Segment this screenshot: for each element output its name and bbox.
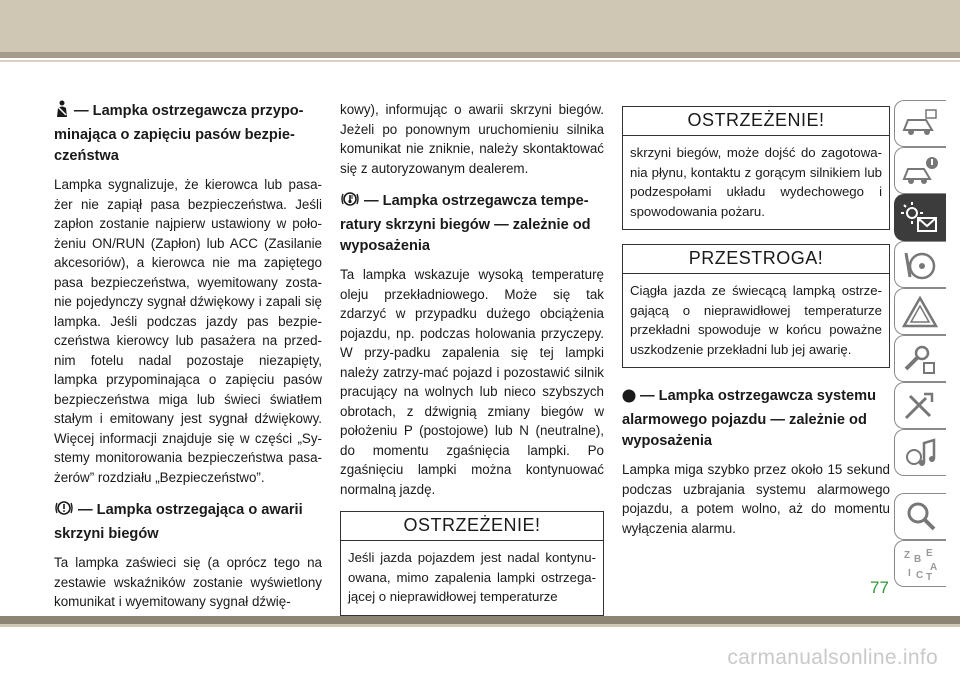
tools-icon xyxy=(900,388,940,424)
seatbelt-heading xyxy=(54,100,322,167)
caution-box-body: Ciągła jazda ze świecącą lampką ostrze-gającą o nieprawidłowej temperaturze przekładni spowoduje w końcu poważne uszkodzenie przekładni lub jej awarię. xyxy=(630,283,882,357)
alarm-heading xyxy=(622,386,890,452)
tab-index[interactable] xyxy=(894,540,946,587)
alarm-heading-text: — Lampka ostrzegawcza systemu alarmowego pojazdu — zależnie od wyposażenia xyxy=(622,388,877,449)
watermark: carmanualsonline.info xyxy=(727,646,938,669)
search-icon xyxy=(900,499,940,535)
svg-text:B: B xyxy=(914,554,922,565)
hazard-triangle-icon xyxy=(900,294,940,330)
warning-box-body: Jeśli jazda pojazdem jest nadal kontynu-owana, mimo zapalenia lampki ostrzega-jącej o nieprawidłowej temperaturze xyxy=(348,550,596,604)
top-band xyxy=(0,0,960,52)
bottom-band xyxy=(0,616,960,624)
column-1 xyxy=(54,100,322,624)
transmission-temp-heading xyxy=(340,190,604,257)
svg-text:C: C xyxy=(916,570,924,581)
car-info-icon xyxy=(900,153,940,189)
top-divider-thin xyxy=(0,60,960,62)
tab-steering-wheel[interactable] xyxy=(894,241,946,288)
transmission-temperature-icon xyxy=(340,190,360,215)
seatbelt-heading-text: — Lampka ostrzegawcza przypo-minająca o zapięciu pasów bezpie-czeństwa xyxy=(54,103,304,164)
caution-box-title: PRZESTROGA! xyxy=(623,245,889,274)
media-icon xyxy=(900,435,940,471)
seatbelt-icon xyxy=(54,100,70,125)
seatbelt-paragraph: Lampka sygnalizuje, że kierowca lub pasa-żer nie zapiął pasa bezpieczeństwa. Jeśli zapłon zostanie najpierw ustawiony w poło-żeniu ON/RUN (Zapłon) lub ACC (Zasilanie akcesoriów), a kierowca nie ma zapiętego pasa bezpieczeństwa, wyemitowany zosta-nie pojedynczy sygnał dźwiękowy i zapali się lampka. Jeśli podczas jazdy pas bezpie-czeństwa kierowcy lub pasażera na przed-nim fotelu nadal pozostaje niezapięty, lampka przypominająca o zapięciu pasów bezpieczeństwa miga lub świeci światłem stałym i emitowany jest sygnał dźwiękowy. Więcej informacji znajduje się w części „Sy-stemy monitorowania bezpieczeństwa pasa-żerów” rozdziału „Bezpieczeństwo”. xyxy=(54,177,322,485)
alarm-indicator-icon xyxy=(622,389,636,410)
column-2 xyxy=(340,100,604,630)
tab-hazard[interactable] xyxy=(894,288,946,335)
warning-lights-icon xyxy=(900,200,940,236)
alarm-paragraph: Lampka miga szybko przez około 15 sekund podczas uzbrajania systemu alarmowego pojazdu, a potem wolno, aż do momentu wyłączenia alarmu. xyxy=(622,462,890,536)
transmission-fault-paragraph: Ta lampka zaświeci się (a oprócz tego na zestawie wskaźników zostanie wyświetlony komunikat i wyemitowany sygnał dźwię- xyxy=(54,555,322,609)
car-overview-icon xyxy=(900,106,940,142)
tab-media[interactable] xyxy=(894,429,946,476)
bottom-divider xyxy=(0,624,960,627)
svg-text:I: I xyxy=(908,568,911,579)
top-divider xyxy=(0,52,960,58)
page-number: 77 xyxy=(870,578,889,597)
index-icon xyxy=(900,546,940,582)
warning-box-continued xyxy=(622,106,890,230)
svg-text:E: E xyxy=(926,548,933,559)
tab-car-overview[interactable] xyxy=(894,100,946,147)
tab-search[interactable] xyxy=(894,493,946,540)
warning-box-continued-title: OSTRZEŻENIE! xyxy=(623,107,889,136)
warning-box-continued-body: skrzyni biegów, może dojść do zagotowa-nia płynu, kontaktu z gorącym silnikiem lub podzespołami układu wydechowego i spowodowania pożaru. xyxy=(630,145,882,219)
transmission-temp-paragraph: Ta lampka wskazuje wysoką temperaturę oleju przekładniowego. Może się tak zdarzyć w przypadku dużego obciążenia pojazdu, np. podczas holowania przyczepy. W przy-padku zapalenia się tej lampki należy zatrzy-mać pojazd i pozostawić silnik pracujący na wolnych lub nieco szybszych obrotach, z dźwignią zmiany biegów w położeniu P (postojowe) lub N (neutralne), do momentu zgaśnięcia lampki. Po zgaśnięciu lampki można kontynuować normalną jazdę. xyxy=(340,267,604,497)
svg-text:T: T xyxy=(926,572,933,582)
transmission-fault-heading xyxy=(54,499,322,545)
tab-car-info[interactable] xyxy=(894,147,946,194)
transmission-fault-heading-text: — Lampka ostrzegająca o awarii skrzyni biegów xyxy=(54,502,303,542)
steering-wheel-icon xyxy=(900,247,940,283)
transmission-fault-icon xyxy=(54,499,74,524)
warning-box-title: OSTRZEŻENIE! xyxy=(341,512,603,541)
svg-text:Z: Z xyxy=(904,550,911,561)
svg-text:A: A xyxy=(930,562,938,573)
caution-box xyxy=(622,244,890,368)
transmission-fault-continued: kowy), informując o awarii skrzyni biegów. Jeżeli po ponownym uruchomieniu silnika komunikat nie zniknie, należy skontaktować się z autoryzowanym dealerem. xyxy=(340,102,604,176)
warning-box xyxy=(340,511,604,616)
tab-maintenance[interactable] xyxy=(894,335,946,382)
column-3 xyxy=(622,106,890,550)
tab-tools[interactable] xyxy=(894,382,946,429)
transmission-temp-heading-text: — Lampka ostrzegawcza tempe-ratury skrzyni biegów — zależnie od wyposażenia xyxy=(340,193,591,254)
tab-warning-lights[interactable] xyxy=(894,194,946,241)
wrench-icon xyxy=(900,341,940,377)
